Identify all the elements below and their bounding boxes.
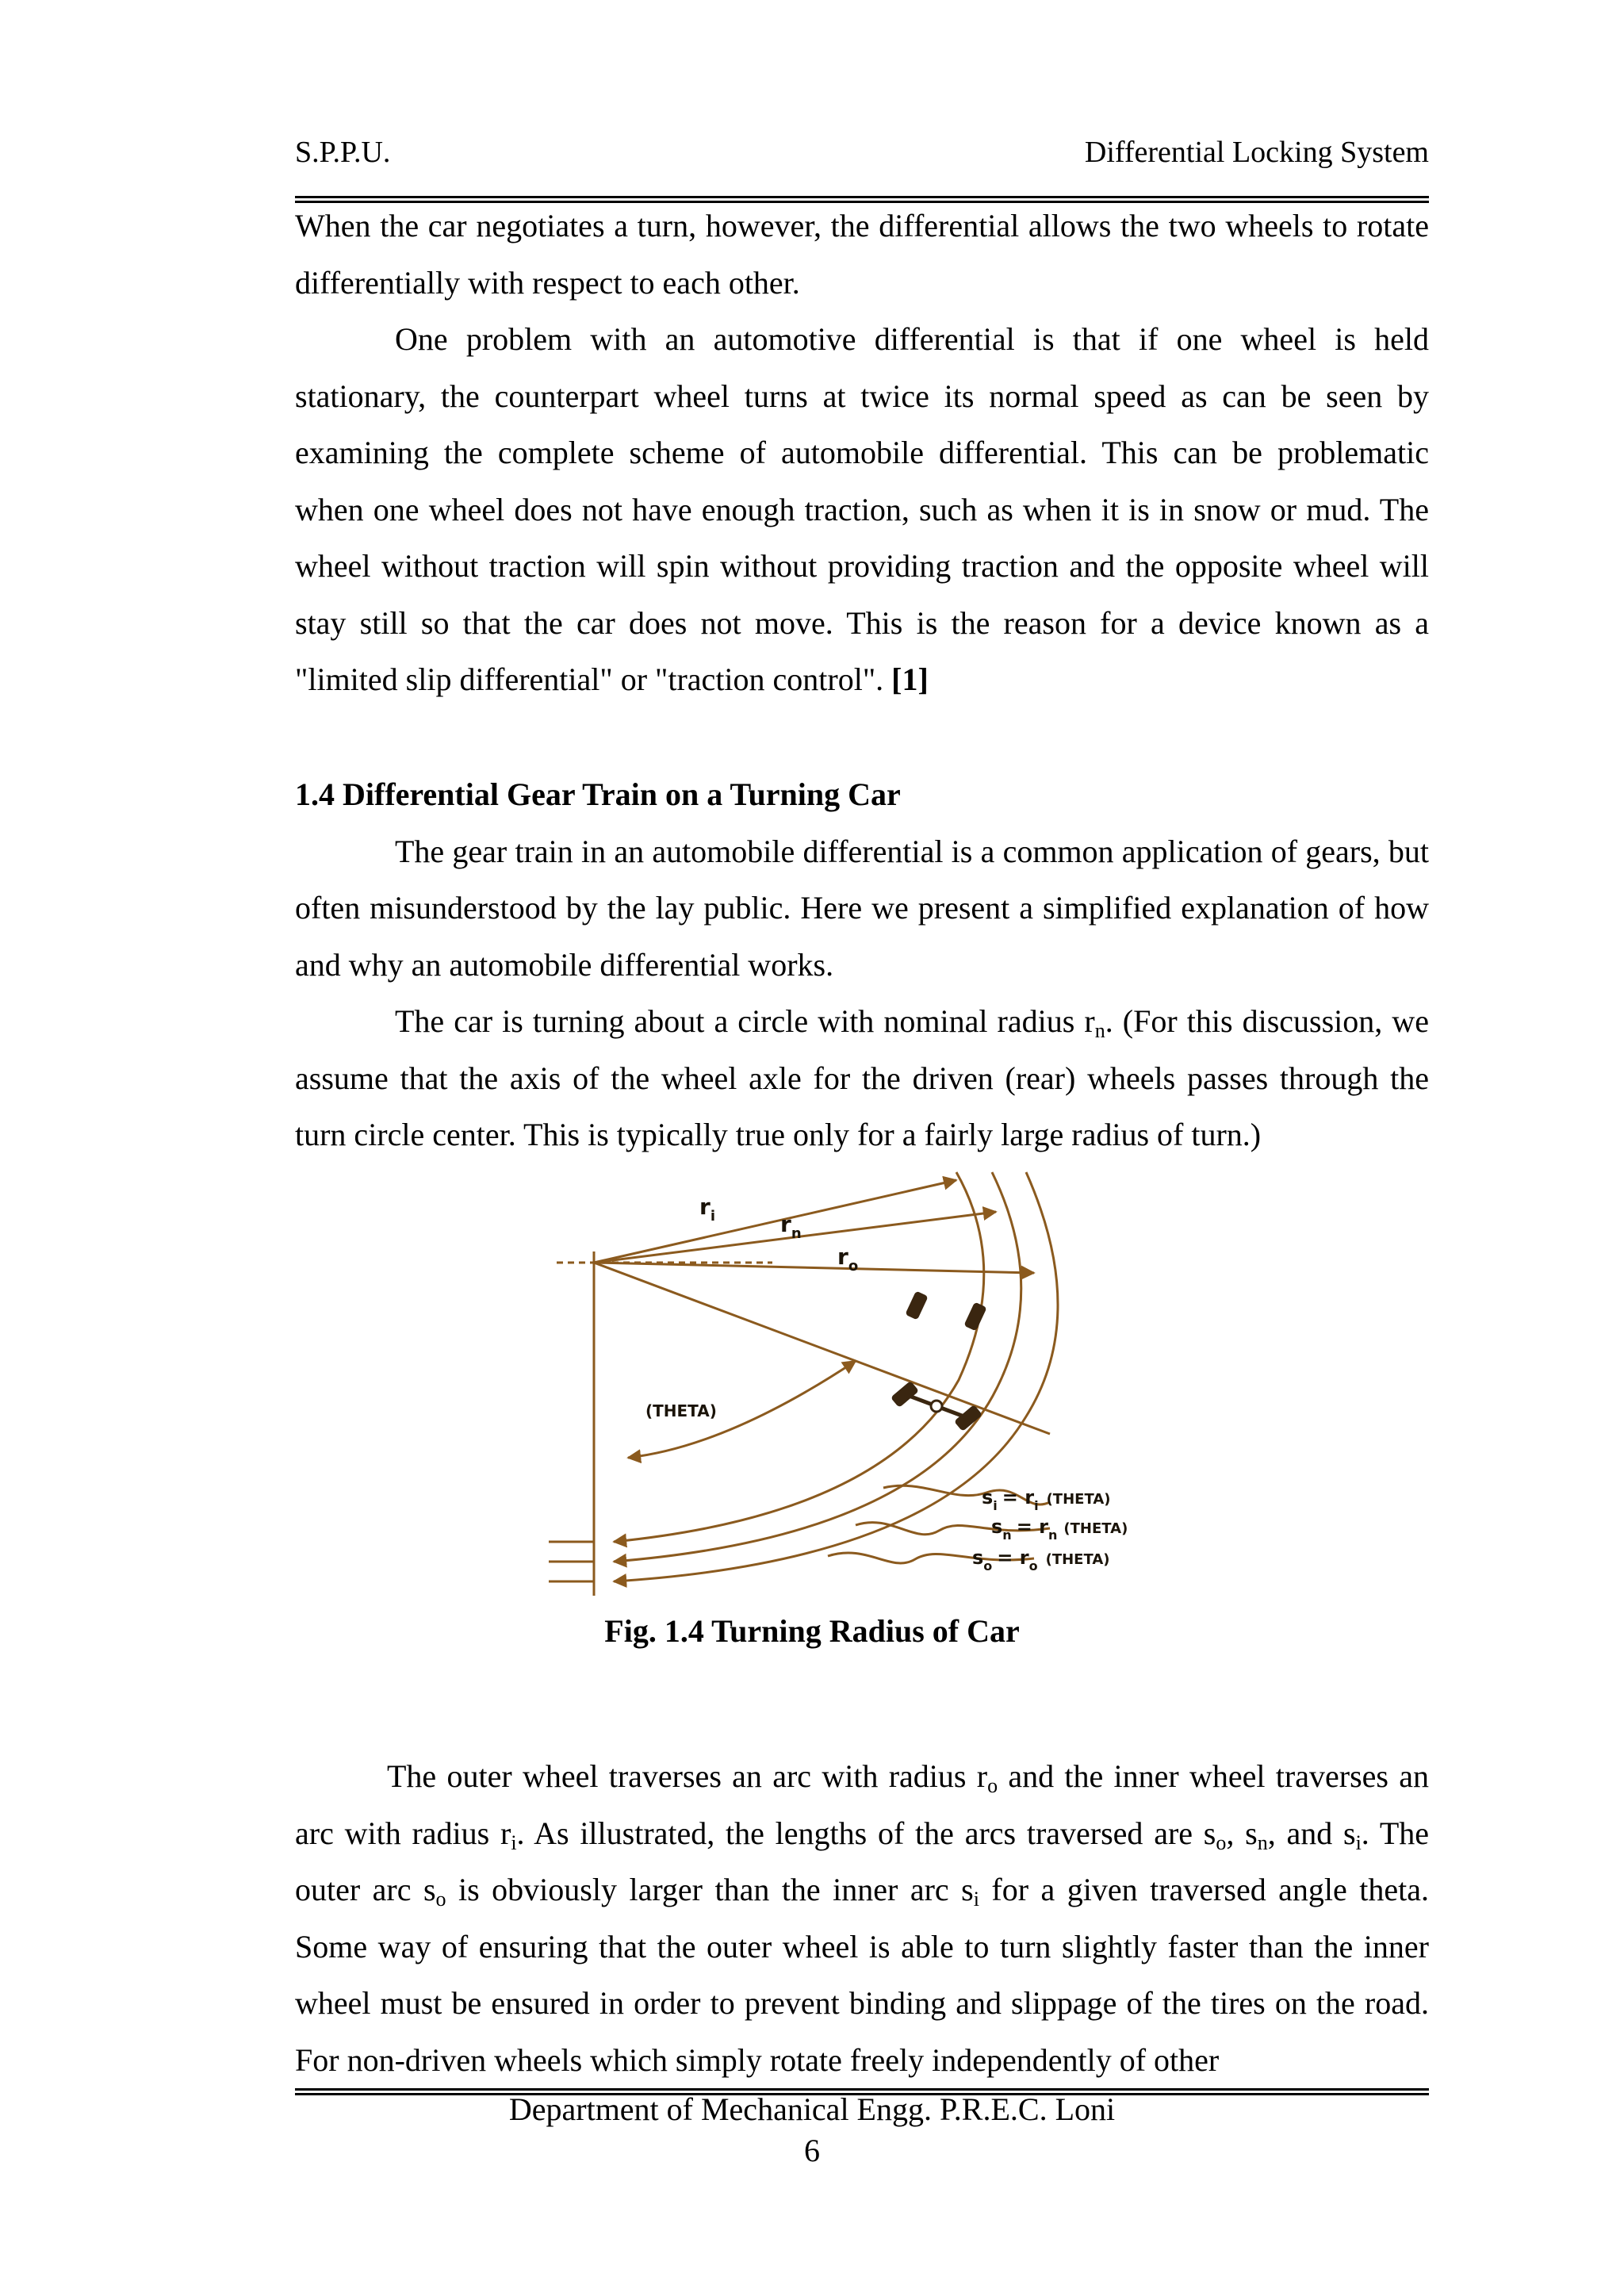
paragraph-2-text: One problem with an automotive differential is that if one wheel is held stationary, the counterpart wheel turns at twice its normal speed as can be seen by examining the complete scheme of automobile differential. This can be problematic when one wheel does not have enough traction, such as when it is in snow or mud. The wheel without traction will spin without providing traction and the opposite wheel will stay still so that the car does not move. This is the reason for a device known as a "limited slip differential" or "traction control". [295, 321, 1429, 697]
differential-center [931, 1401, 942, 1412]
body-block-after-figure [295, 1748, 1429, 2088]
citation-1: [1] [891, 661, 929, 697]
wheel-front-inner [906, 1291, 928, 1320]
label-theta: (THETA) [645, 1401, 717, 1420]
header-university: S.P.P.U. [295, 136, 391, 169]
eq-si: $s_i = r_i$ $^{(THETA)}$ [982, 1486, 1111, 1513]
section-heading: 1.4 Differential Gear Train on a Turning Car [295, 776, 901, 812]
diagram-labels [645, 1194, 1128, 1573]
label-rn: $r_n$ [780, 1211, 802, 1242]
ray-ro [594, 1263, 1034, 1273]
label-ri: $r_i$ [699, 1194, 715, 1225]
paragraph-3: The gear train in an automobile differential is a common application of gears, but often misunderstood by the lay public. Here we present a simplified explanation of how and why an automobile differential works. [295, 833, 1429, 983]
eq-sn: $s_n = r_n$ $^{(THETA)}$ [991, 1516, 1128, 1543]
diagram-lines [549, 1172, 1058, 1596]
paragraph-5: The outer wheel traverses an arc with radius $r_o$ and the inner wheel traverses an arc with radius $r_i$. As illustrated, the lengths of the arcs traversed are $s_o$, $s_n$, and $s_i$. The outer arc $s_o$ is obviously larger than the inner arc $s_i$ for a given traversed angle theta. Some way of ensuring that the outer wheel is able to turn slightly faster than the inner wheel must be ensured in order to prevent binding and slippage of the tires on the road. For non-driven wheels which simply rotate freely independently of other [295, 1758, 1430, 2078]
page-header [295, 135, 1429, 182]
wheel-front-outer [964, 1302, 986, 1331]
arc-nominal [614, 1172, 1021, 1562]
ray-ri [594, 1180, 956, 1263]
page-number: 6 [804, 2133, 820, 2168]
paragraph-1: When the car negotiates a turn, however, the differential allows the two wheels to rotate differentially with respect to each other. [295, 208, 1429, 301]
footer-department: Department of Mechanical Engg. P.R.E.C. Loni [508, 2091, 1116, 2127]
body-block-intro [295, 197, 1429, 708]
eq-so: $s_o = r_o$ $^{(THETA)}$ [972, 1547, 1110, 1573]
wheels [891, 1291, 986, 1431]
paragraph-2 [295, 311, 1429, 708]
turning-radius-svg [542, 1164, 1177, 1596]
header-title: Differential Locking System [1084, 136, 1429, 169]
paragraph-4: The car is turning about a circle with nominal radius $r_n$. (For this discussion, we assume that the axis of the wheel axle for the driven (rear) wheels passes through the turn circle center. This is typically true only for a fairly large radius of turn.) [295, 1003, 1430, 1152]
turning-radius-diagram [542, 1164, 1177, 1596]
figure-caption: Fig. 1.4 Turning Radius of Car [604, 1613, 1020, 1649]
section-1-4 [295, 766, 1429, 1163]
label-ro: $r_o$ [837, 1244, 859, 1274]
